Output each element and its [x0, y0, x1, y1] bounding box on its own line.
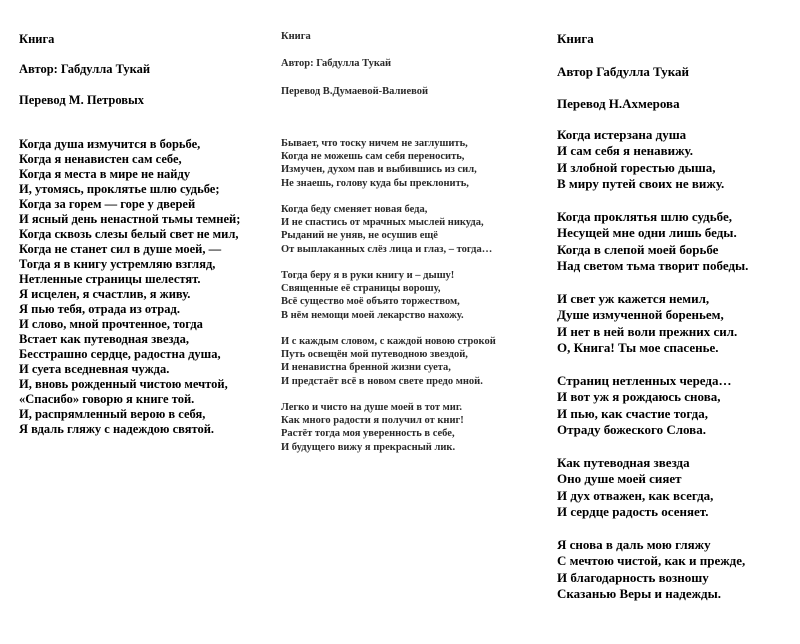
stanza	[557, 455, 748, 521]
author-line: Автор Габдулла Тукай	[557, 64, 689, 79]
poem-title: Книга	[19, 32, 55, 46]
poem-line: Тогда я в книгу устремляю взгляд,	[19, 257, 216, 271]
poem-line: Священные её страницы ворошу,	[281, 283, 441, 295]
poem-line: Когда в слепой моей борьбе	[557, 241, 719, 257]
poem-line: Когда проклятья шлю судьбе,	[557, 209, 732, 225]
poem-line: Я исцелен, я счастлив, я живу.	[19, 287, 191, 301]
poem-body	[281, 137, 496, 467]
poem-line: Не знаешь, голову куда бы преклонить,	[281, 177, 469, 189]
poem-line: И ясный день ненастной тьмы темней;	[19, 212, 241, 226]
poem-line: И злобной горестью дыша,	[557, 159, 716, 175]
stanza	[281, 269, 496, 322]
poem-line: Страниц нетленных череда…	[557, 373, 732, 389]
poem-line: И не спастись от мрачных мыслей никуда,	[281, 217, 484, 229]
poem-line: И суета вседневная чужда.	[19, 362, 170, 376]
poem-line: Путь освещён мой путеводною звездой,	[281, 349, 468, 361]
translation-column-petrovykh	[19, 0, 269, 644]
stanza	[557, 373, 748, 439]
poem-line: Я вдаль гляжу с надеждою святой.	[19, 422, 215, 436]
poem-body	[19, 137, 240, 437]
poem-line: И, утомясь, проклятье шлю судьбе;	[19, 182, 220, 196]
poem-line: Как путеводная звезда	[557, 455, 690, 471]
poem-line: Рыданий не уняв, не осушив ещё	[281, 230, 438, 242]
poem-line: Я снова в даль мою гляжу	[557, 537, 711, 553]
poem-line: Я пью тебя, отрада из отрад.	[19, 302, 180, 316]
poem-line: Отраду божеского Слова.	[557, 422, 706, 438]
poem-line: Душе измученной бореньем,	[557, 307, 724, 323]
poem-line: И предстаёт всё в новом свете предо мной.	[281, 375, 483, 387]
poem-line: Когда не станет сил в душе моей, —	[19, 242, 222, 256]
poem-line: С мечтою чистой, как и прежде,	[557, 553, 746, 569]
poem-line: И слово, мной прочтенное, тогда	[19, 317, 203, 331]
stanza	[557, 209, 748, 275]
poem-line: И, распрямленный верою в себя,	[19, 407, 206, 421]
poem-line: Тогда беру я в руки книгу и – дышу!	[281, 270, 455, 281]
stanza	[557, 291, 748, 357]
author-line: Автор: Габдулла Тукай	[281, 58, 392, 69]
poem-line: Бывает, что тоску ничем не заглушить,	[281, 138, 468, 149]
poem-body	[557, 127, 748, 619]
poem-line: Как много радости я получил от книг!	[281, 415, 464, 427]
poem-line: Когда сквозь слезы белый свет не мил,	[19, 227, 239, 241]
poem-line: Когда не можешь сам себя переносить,	[281, 151, 465, 163]
poem-line: И, вновь рожденный чистою мечтой,	[19, 377, 228, 391]
poem-line: Измучен, духом пав и выбившись из сил,	[281, 164, 477, 176]
poem-line: В миру путей своих не вижу.	[557, 176, 725, 192]
poem-line: Когда я места в мире не найду	[19, 167, 191, 181]
translator-line: Перевод Н.Ахмерова	[557, 96, 680, 111]
poem-line: Легко и чисто на душе моей в тот миг.	[281, 402, 463, 413]
poem-line: И с каждым словом, с каждой новою строкой	[281, 336, 496, 347]
poem-line: И пью, как счастие тогда,	[557, 405, 708, 421]
stanza	[19, 137, 240, 437]
poem-line: И благодарность возношу	[557, 569, 709, 585]
translator-line: Перевод В.Думаевой-Валиевой	[281, 86, 429, 97]
stanza	[557, 127, 748, 193]
poem-line: Оно душе моей сияет	[557, 471, 682, 487]
stanza	[281, 203, 496, 256]
poem-line: Когда я ненавистен сам себе,	[19, 152, 182, 166]
translation-column-dumaeva-valieva	[281, 0, 529, 644]
stanza	[281, 137, 496, 190]
poem-line: От выплаканных слёз лица и глаз, – тогда…	[281, 243, 493, 255]
poem-line: Растёт тогда моя уверенность в себе,	[281, 428, 455, 440]
stanza	[557, 537, 748, 603]
poem-line: И свет уж кажется немил,	[557, 291, 710, 307]
stanza	[281, 335, 496, 388]
poem-line: Несущей мне одни лишь беды.	[557, 225, 737, 241]
author-line: Автор: Габдулла Тукай	[19, 62, 151, 76]
poem-line: Когда душа измучится в борьбе,	[19, 137, 201, 151]
poem-line: Встает как путеводная звезда,	[19, 332, 190, 346]
poem-line: Сказанью Веры и надежды.	[557, 586, 722, 602]
poem-line: О, Книга! Ты мое спасенье.	[557, 340, 719, 356]
poem-line: Над светом тьма творит победы.	[557, 258, 749, 274]
poem-line: И дух отважен, как всегда,	[557, 487, 714, 503]
poem-title: Книга	[557, 31, 594, 46]
poem-line: Когда за горем — горе у дверей	[19, 197, 196, 211]
poem-line: И ненавистна бренной жизни суета,	[281, 362, 451, 374]
poem-line: И сам себя я ненавижу.	[557, 143, 693, 159]
poem-title: Книга	[281, 31, 311, 42]
translation-column-akhmerov	[557, 0, 797, 644]
poem-line: И будущего вижу я прекрасный лик.	[281, 441, 456, 453]
poem-line: И нет в ней воли прежних сил.	[557, 323, 738, 339]
poem-line: Когда беду сменяет новая беда,	[281, 204, 428, 215]
poem-line: И вот уж я рождаюсь снова,	[557, 389, 721, 405]
poem-line: «Спасибо» говорю я книге той.	[19, 392, 195, 406]
poem-line: Когда истерзана душа	[557, 127, 687, 142]
poem-line: Нетленные страницы шелестят.	[19, 272, 201, 286]
poem-line: И сердце радость осеняет.	[557, 504, 709, 520]
poem-line: Всё существо моё объято торжеством,	[281, 296, 460, 308]
translator-line: Перевод М. Петровых	[19, 93, 145, 107]
poem-line: Бесстрашно сердце, радостна душа,	[19, 347, 221, 361]
stanza	[281, 401, 496, 454]
poem-line: В нём немощи моей лекарство нахожу.	[281, 309, 464, 321]
